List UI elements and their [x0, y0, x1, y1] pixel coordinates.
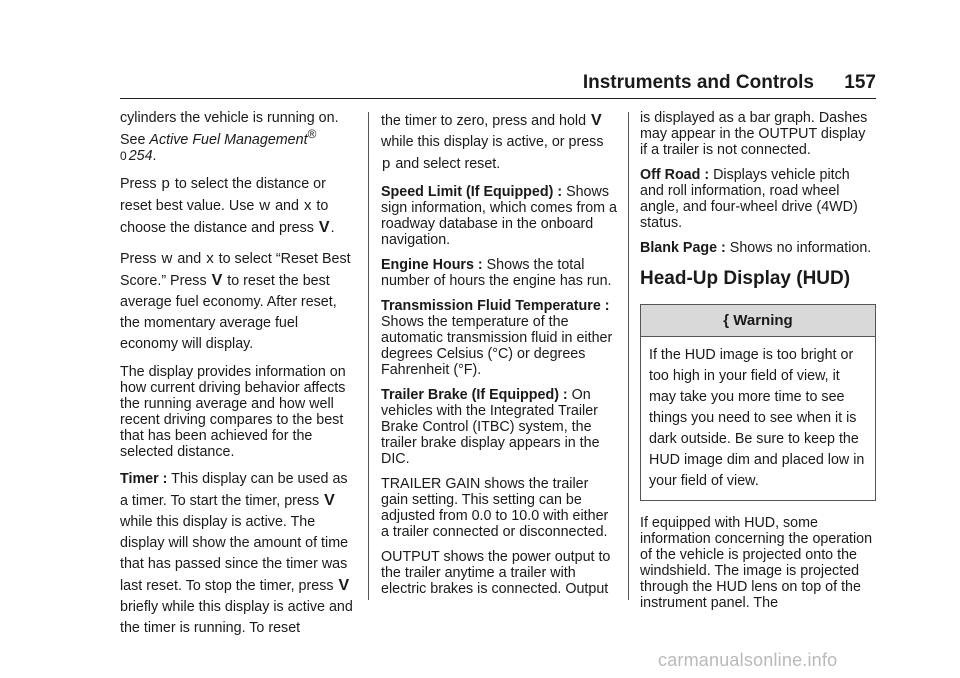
- column-3: [640, 110, 876, 620]
- warning-body: If the HUD image is too bright or too high in your field of view, it may take you more time to see things you need to see when it is dark outside. Be sure to keep the HUD image dim and placed low in your field of view.: [649, 347, 865, 489]
- page-reference[interactable]: 254: [128, 147, 153, 164]
- text: Shows sign information, which comes from a roadway database in the onboard navigation.: [381, 184, 617, 248]
- text: the timer to zero, press and hold: [381, 113, 591, 129]
- paragraph: [381, 184, 617, 248]
- text: to choose the distance and press: [120, 197, 329, 236]
- paragraph: The display provides information on how current driving behavior affects the running average and how well recent driving compares to the best that has been achieved for the selected distance.: [120, 363, 346, 460]
- down-arrow-icon: x: [206, 249, 214, 267]
- next-button-icon: p: [382, 155, 391, 172]
- text: briefly while this display is active and the timer is running. To reset: [120, 598, 353, 636]
- text: cylinders the vehicle is running on. See: [120, 110, 339, 148]
- paragraph: [381, 110, 617, 175]
- paragraph: [640, 240, 876, 256]
- text: On vehicles with the Integrated Trailer Brake Control (ITBC) system, the trailer brake display appears in the DIC.: [381, 387, 600, 467]
- text: to select the distance or reset best value. Use: [120, 175, 326, 214]
- watermark: carmanualsonline.info: [658, 650, 838, 670]
- select-checkmark-icon: V: [591, 112, 602, 129]
- select-checkmark-icon: V: [324, 491, 335, 509]
- section-heading: Head-Up Display (HUD): [640, 268, 851, 289]
- paragraph: [120, 173, 356, 239]
- registered-mark: ®: [307, 127, 317, 141]
- paragraph: If equipped with HUD, some information concerning the operation of the vehicle is projected onto the windshield. The image is projected through the HUD lens on top of the instrument panel. The: [640, 515, 873, 611]
- paragraph: [381, 387, 617, 467]
- text: Displays vehicle pitch and roll information, road wheel angle, and four-wheel drive (4WD) status.: [640, 167, 858, 231]
- text: to reset the best average fuel economy. After reset, the momentary average fuel economy will display.: [120, 272, 337, 352]
- term-label: Speed Limit (If Equipped) :: [381, 184, 563, 200]
- column-divider: [628, 112, 629, 600]
- select-checkmark-icon: V: [338, 576, 350, 594]
- paragraph: is displayed as a bar graph. Dashes may appear in the OUTPUT display if a trailer is not connected.: [640, 110, 868, 158]
- text: while this display is active. The display will show the amount of time that has passed since the timer was last reset. To stop the timer, press: [120, 513, 349, 594]
- text: Press: [120, 250, 161, 267]
- warning-title: Warning: [733, 312, 793, 329]
- text: to select “Reset Best Score.” Press: [120, 250, 351, 289]
- section-title: Instruments and Controls: [582, 72, 814, 93]
- term-label: Transmission Fluid Temperature :: [381, 298, 610, 314]
- column-2: [381, 110, 617, 606]
- warning-box: [640, 304, 876, 501]
- active-fuel-management-link[interactable]: Active Fuel Management: [149, 131, 308, 148]
- text: Shows the total number of hours the engine has run.: [381, 257, 612, 289]
- paragraph: OUTPUT shows the power output to the trailer anytime a trailer with electric brakes is connected. Output: [381, 549, 611, 597]
- paragraph: [120, 469, 356, 639]
- term-label: Engine Hours :: [381, 257, 483, 273]
- select-checkmark-icon: V: [318, 218, 330, 236]
- text: and: [173, 250, 206, 267]
- text: and: [271, 197, 303, 214]
- paragraph: cylinders the vehicle is running on. See Active Fuel Management® 0 254.: [120, 110, 339, 164]
- text: while this display is active, or press: [381, 134, 604, 150]
- text: This display can be used as a timer. To start the timer, press: [120, 470, 348, 509]
- paragraph: TRAILER GAIN shows the trailer gain setting. This setting can be adjusted from 0.0 to 10.0 with either a trailer connected or disconnected.: [381, 476, 609, 540]
- warning-icon: {: [723, 312, 730, 329]
- text: Press: [120, 175, 161, 192]
- term-label: Blank Page :: [640, 240, 726, 256]
- next-button-icon: p: [161, 174, 170, 192]
- term-label: Timer :: [120, 470, 168, 487]
- term-label: Trailer Brake (If Equipped) :: [381, 387, 568, 403]
- text: Shows the temperature of the automatic transmission fluid in either degrees Celsius (°C) or degrees Fahrenheit (°F).: [381, 314, 613, 378]
- paragraph: [381, 298, 617, 378]
- up-arrow-icon: w: [161, 249, 173, 267]
- column-divider: [368, 112, 369, 600]
- page-header: [120, 72, 876, 99]
- select-checkmark-icon: V: [211, 271, 223, 289]
- page-reference-icon: 0: [120, 148, 127, 163]
- down-arrow-icon: x: [303, 196, 312, 214]
- text: .: [330, 219, 335, 236]
- warning-title-bar: [641, 305, 875, 337]
- text: Shows no information.: [725, 240, 872, 256]
- paragraph: [381, 257, 617, 289]
- up-arrow-icon: w: [259, 196, 271, 214]
- text: and select reset.: [391, 156, 501, 172]
- page-number: 157: [844, 72, 876, 93]
- column-1: [120, 110, 356, 648]
- term-label: Off Road :: [640, 167, 710, 183]
- paragraph: [120, 248, 356, 355]
- paragraph: [640, 167, 876, 231]
